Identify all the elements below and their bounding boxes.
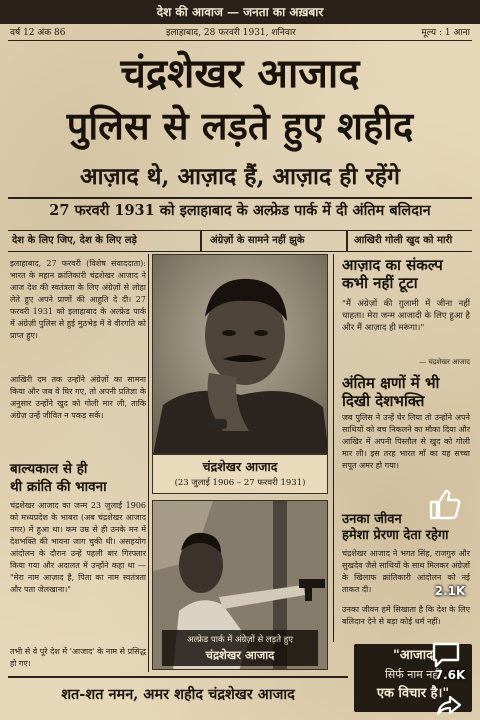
subheadline: आज़ाद थे, आज़ाद हैं, आज़ाद ही रहेंगे [80,163,400,190]
headline-line-2: पुलिस से लड़ते हुए शहीद [66,104,414,148]
left-heading-childhood: बाल्यकाल से ही थी क्रांति की भावना [10,461,107,495]
column-divider [333,254,334,642]
portrait-illustration [153,255,328,454]
category-3: आखिरी गोली खुद को मारी [354,235,453,246]
footer-tribute: शत-शत नमन, अमर शहीद चंद्रशेखर आजाद [8,676,348,712]
column-divider [148,254,149,672]
issue-number: वर्ष 12 अंक 86 [10,28,66,38]
dateline: इलाहाबाद, 28 फरवरी 1931, शनिवार [166,28,296,38]
thumbs-up-icon [428,488,462,520]
portrait-photo [152,254,328,454]
share-button[interactable] [436,694,464,716]
portrait-caption [152,454,328,494]
portrait-caption-dates: (23 जुलाई 1906 – 27 फरवरी 1931) [174,478,306,488]
masthead: देश की आवाज — जनता का अख़बार [0,0,480,24]
date-line: 27 फरवरी 1931 को इलाहाबाद के अल्फ्रेड पार्क में दी अंतिम बलिदान [49,202,431,219]
left-article-p4: तभी से वे पूरे देश में 'आजाद' के नाम से प्रसिद्ध हो गए। [10,647,146,668]
issue-meta-bar [8,25,472,41]
speech-bubble-icon [430,640,462,668]
action-caption [162,630,318,666]
category-separator [200,231,202,251]
category-2: अंग्रेज़ों के सामने नहीं झुके [210,235,305,246]
share-arrow-icon [436,694,462,716]
comment-button[interactable] [430,640,470,670]
comment-count: 7.6K [434,668,466,682]
like-count: 2.1K [434,584,466,598]
category-1: देश के लिए जिए, देश के लिए लड़े [12,235,137,246]
quote-box-line-1: "आजाद [393,648,433,663]
right-heading-last-moments: अंतिम क्षणों में भी दिखी देशभक्ति [342,374,440,410]
azad-quote: "मैं अंग्रेज़ों की ग़ुलामी में जीना नहीं चाहता। मेरा जन्म आजादी के लिए हुआ है और मैं आज़ाद ही मरूंगा।" [342,299,470,333]
category-bar [8,230,472,252]
price: मूल्य : 1 आना [421,28,470,38]
right-article-p2: जब पुलिस ने उन्हें घेर लिया तो उन्होंने अपने साथियों को बच निकलने का मौका दिया और आखिर में अपनी पिस्तौल से खुद को गोली मार ली। इस तरह भारत माँ का यह सच्चा सपूत अमर हो गया। [342,413,470,470]
headline-line-1: चंद्रशेखर आजाद [120,51,360,97]
right-article-p4: उनका जीवन हमें सिखाता है कि देश के लिए बलिदान देने से बड़ा कोई धर्म नहीं। [342,605,470,626]
left-article-p2: आखिरी दम तक उन्होंने अंग्रेज़ों का सामना किया और जब वे घिर गए, तो अपनी प्रतिज्ञा के अनुसार उन्होंने खुद को गोली मार ली, ताकि अंग्रेज़ उन्हें जीवित न पकड़ सकें। [10,375,146,420]
quote-box-line-3: एक विचार है।" [376,686,450,701]
like-button[interactable] [428,488,468,522]
left-article-p3: चंद्रशेखर आजाद का जन्म 23 जुलाई 1906 को मध्यप्रदेश के भाबरा (अब चंद्रशेखर आजाद नगर) में हुआ था। कम उम्र से ही उनके मन में देशभक्ति की भावना जाग चुकी थी। असहयोग आंदोलन के दौरान उन्हें पहली बार गिरफ्तार किया गया और अदालत में उन्होंने कहा था — "मेरा नाम आज़ाद है, पिता का नाम स्वतंत्रता और पता जेलखाना।" [10,501,146,594]
right-article-p3: चंद्रशेखर आजाद ने भगत सिंह, राजगुरु और सुखदेव जैसे साथियों के साथ मिलकर अंग्रेज़ों के खिलाफ क्रांतिकारी आंदोलन को नई ताकत दी। [342,549,470,594]
action-caption-line-1: अल्फ्रेड पार्क में अंग्रेज़ों से लड़ते हुए [186,635,293,645]
category-separator [346,231,348,251]
right-heading-inspiration: उनका जीवन हमेशा प्रेरणा देता रहेगा [342,512,449,543]
right-heading-resolve: आज़ाद का संकल्प कभी नहीं टूटा [342,256,443,292]
left-article-p1: इलाहाबाद, 27 फरवरी (विशेष संवाददाता): भारत के महान क्रांतिकारी चंद्रशेखर आजाद ने आज देश की स्वतंत्रता के लिए अंग्रेज़ों से लोहा लेते हुए अपने प्राणों की आहुति दे दी। 27 फरवरी 1931 को इलाहाबाद के अल्फ्रेड पार्क में अंग्रेज़ी पुलिस से हुई मुठभेड़ में वे वीरगति को प्राप्त हुए। [10,259,146,340]
portrait-caption-name: चंद्रशेखर आजाद [202,459,278,474]
action-caption-line-2: चंद्रशेखर आजाद [205,648,275,662]
quote-attribution: — चंद्रशेखर आजाद [419,358,470,366]
quote-box-line-2: सिर्फ नाम नहीं [384,668,442,681]
